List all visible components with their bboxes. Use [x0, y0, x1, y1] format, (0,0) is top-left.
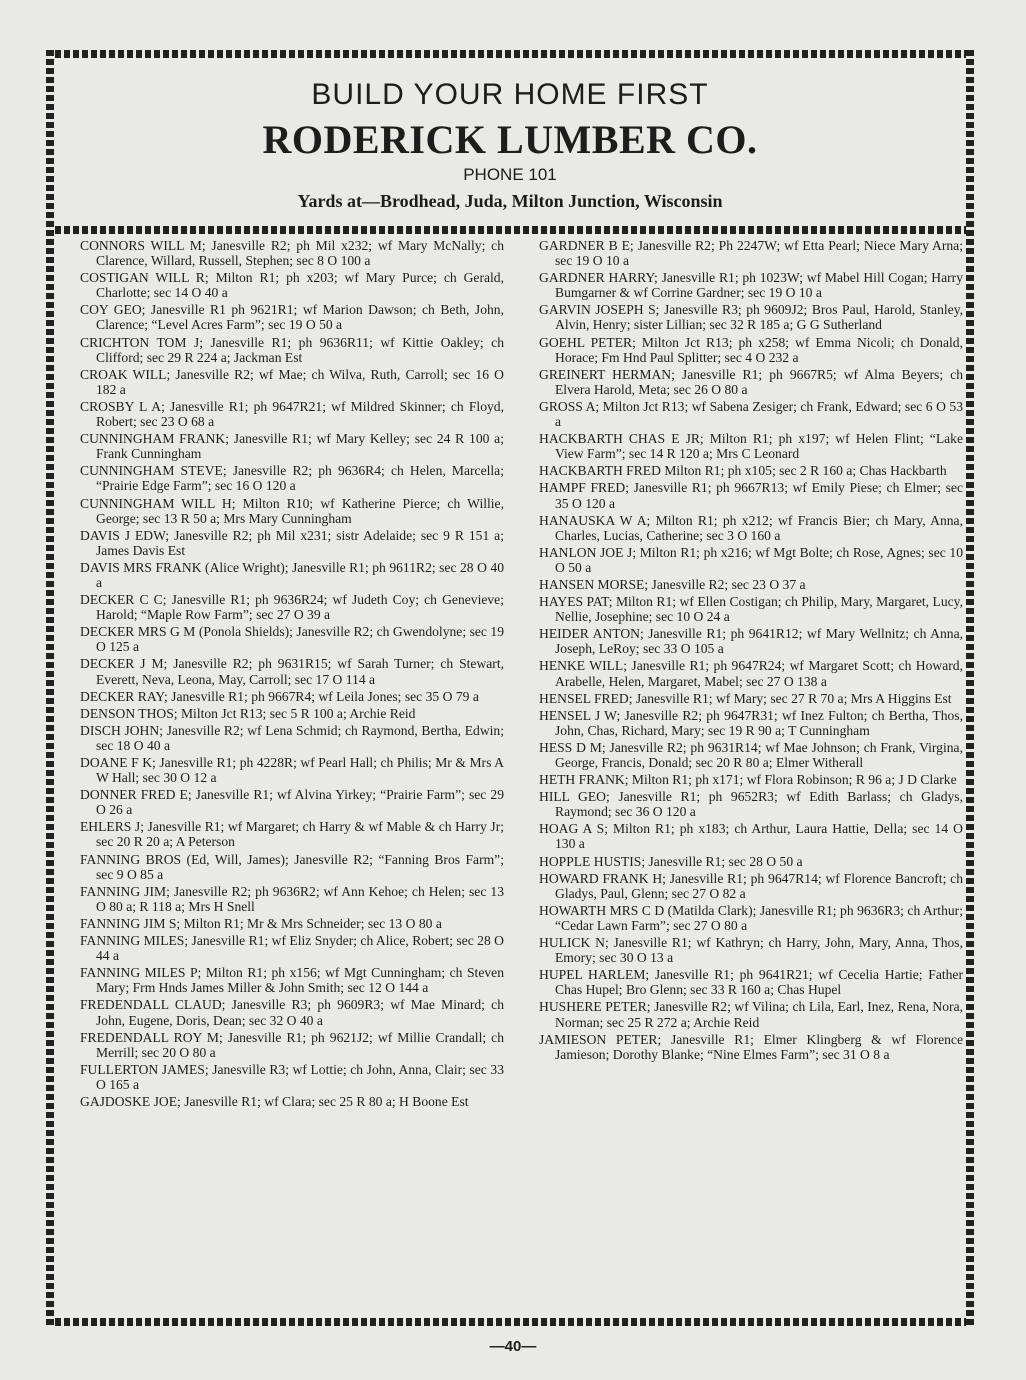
directory-entry: HUSHERE PETER; Janesville R2; wf Vilina; ch Lila, Earl, Inez, Rena, Nora, Norman; sec 25 R 272 a; Archie Reid — [539, 999, 963, 1030]
directory-entry: FANNING JIM; Janesville R2; ph 9636R2; wf Ann Kehoe; ch Helen; sec 13 O 80 a; R 118 a; Mrs H Snell — [80, 883, 504, 914]
directory-entry: CUNNINGHAM STEVE; Janesville R2; ph 9636R4; ch Helen, Marcella; “Prairie Edge Farm”; sec 16 O 120 a — [80, 463, 504, 494]
directory-entry: DISCH JOHN; Janesville R2; wf Lena Schmid; ch Raymond, Bertha, Edwin; sec 18 O 40 a — [80, 722, 504, 753]
directory-entry: GREINERT HERMAN; Janesville R1; ph 9667R5; wf Alma Beyers; ch Elvera Harold, Meta; sec 26 O 80 a — [539, 366, 963, 397]
directory-entry: HACKBARTH CHAS E JR; Milton R1; ph x197; wf Helen Flint; “Lake View Farm”; sec 14 R 120 a; Mrs C Leonard — [539, 431, 963, 462]
directory-entry: HULICK N; Janesville R1; wf Kathryn; ch Harry, John, Mary, Anna, Thos, Emory; sec 30 O 13 a — [539, 935, 963, 966]
directory-entry: DAVIS MRS FRANK (Alice Wright); Janesville R1; ph 9611R2; sec 28 O 40 a — [80, 559, 504, 590]
directory-entry: HENKE WILL; Janesville R1; ph 9647R24; wf Margaret Scott; ch Howard, Arabelle, Helen, Margaret, Mabel; sec 27 O 138 a — [539, 658, 963, 689]
ad-yards: Yards at—Brodhead, Juda, Milton Junction, Wisconsin — [297, 191, 723, 211]
directory-entry: HENSEL J W; Janesville R2; ph 9647R31; wf Inez Fulton; ch Bertha, Thos, John, Chas, Richard, Mary; sec 19 R 90 a; T Cunningham — [539, 707, 963, 738]
border-right — [966, 50, 974, 1326]
directory-entry: EHLERS J; Janesville R1; wf Margaret; ch Harry & wf Mable & ch Harry Jr; sec 20 R 20 a; A Peterson — [80, 819, 504, 850]
directory-entry: GOEHL PETER; Milton Jct R13; ph x258; wf Emma Nicoli; ch Donald, Horace; Fm Hnd Paul Splitter; sec 4 O 232 a — [539, 334, 963, 365]
directory-entry: FANNING BROS (Ed, Will, James); Janesville R2; “Fanning Bros Farm”; sec 9 O 85 a — [80, 851, 504, 882]
directory-entry: CROAK WILL; Janesville R2; wf Mae; ch Wilva, Ruth, Carroll; sec 16 O 182 a — [80, 366, 504, 397]
directory-entry: FULLERTON JAMES; Janesville R3; wf Lottie; ch John, Anna, Clair; sec 33 O 165 a — [80, 1061, 504, 1092]
directory-entry: DECKER J M; Janesville R2; ph 9631R15; wf Sarah Turner; ch Stewart, Everett, Neva, Leona, May, Carroll; sec 17 O 114 a — [80, 656, 504, 687]
directory-entry: HAMPF FRED; Janesville R1; ph 9667R13; wf Emily Piese; ch Elmer; sec 35 O 120 a — [539, 480, 963, 511]
directory-entry: JAMIESON PETER; Janesville R1; Elmer Klingberg & wf Florence Jamieson; Dorothy Blanke; “Nine Elmes Farm”; sec 31 O 8 a — [539, 1031, 963, 1062]
directory-entry: HACKBARTH FRED Milton R1; ph x105; sec 2 R 160 a; Chas Hackbarth — [539, 463, 947, 479]
directory-entry: DOANE F K; Janesville R1; ph 4228R; wf Pearl Hall; ch Philis; Mr & Mrs A W Hall; sec 30 O 12 a — [80, 755, 504, 786]
page-number: —40— — [489, 1338, 537, 1355]
directory-entry: HETH FRANK; Milton R1; ph x171; wf Flora Robinson; R 96 a; J D Clarke — [539, 772, 957, 788]
right-column — [539, 238, 963, 1064]
directory-entry: GARDNER HARRY; Janesville R1; ph 1023W; wf Mabel Hill Cogan; Harry Bumgarner & wf Corrine Gardner; sec 19 O 10 a — [539, 270, 963, 301]
directory-entry: HEIDER ANTON; Janesville R1; ph 9641R12; wf Mary Wellnitz; ch Anna, Joseph, LeRoy; sec 33 O 105 a — [539, 626, 963, 657]
directory-entry: FANNING MILES; Janesville R1; wf Eliz Snyder; ch Alice, Robert; sec 28 O 44 a — [80, 933, 504, 964]
border-bottom — [46, 1318, 974, 1326]
directory-entry: HOWARTH MRS C D (Matilda Clark); Janesville R1; ph 9636R3; ch Arthur; “Cedar Lawn Farm”; sec 27 O 80 a — [539, 902, 963, 933]
directory-entry: DECKER MRS G M (Ponola Shields); Janesville R2; ch Gwendolyne; sec 19 O 125 a — [80, 624, 504, 655]
directory-entry: HAYES PAT; Milton R1; wf Ellen Costigan; ch Philip, Mary, Margaret, Lucy, Nellie, Josephine; sec 10 O 24 a — [539, 594, 963, 625]
directory-entry: HOWARD FRANK H; Janesville R1; ph 9647R14; wf Florence Bancroft; ch Gladys, Paul, Glenn; sec 27 O 82 a — [539, 870, 963, 901]
directory-entry: HOAG A S; Milton R1; ph x183; ch Arthur, Laura Hattie, Della; sec 14 O 130 a — [539, 821, 963, 852]
directory-entry: GARVIN JOSEPH S; Janesville R3; ph 9609J2; Bros Paul, Harold, Stanley, Alvin, Henry; sister Lillian; sec 32 R 185 a; G G Sutherland — [539, 302, 963, 333]
directory-entry: FANNING JIM S; Milton R1; Mr & Mrs Schneider; sec 13 O 80 a — [80, 915, 442, 931]
directory-entry: HANLON JOE J; Milton R1; ph x216; wf Mgt Bolte; ch Rose, Agnes; sec 10 O 50 a — [539, 544, 963, 575]
directory-entry: GAJDOSKE JOE; Janesville R1; wf Clara; sec 25 R 80 a; H Boone Est — [80, 1093, 469, 1109]
directory-columns — [80, 238, 963, 1318]
directory-entry: HOPPLE HUSTIS; Janesville R1; sec 28 O 50 a — [539, 853, 803, 869]
directory-entry: HANSEN MORSE; Janesville R2; sec 23 O 37 a — [539, 576, 806, 592]
ad-phone: PHONE 101 — [463, 165, 557, 184]
directory-entry: DENSON THOS; Milton Jct R13; sec 5 R 100 a; Archie Reid — [80, 705, 416, 721]
directory-entry: HESS D M; Janesville R2; ph 9631R14; wf Mae Johnson; ch Frank, Virgina, George, Francis, Donald; sec 20 R 80 a; Elmer Witherall — [539, 739, 963, 770]
ad-company-name: RODERICK LUMBER CO. — [262, 117, 758, 162]
directory-entry: COSTIGAN WILL R; Milton R1; ph x203; wf Mary Purce; ch Gerald, Charlotte; sec 14 O 40 a — [80, 270, 504, 301]
directory-entry: FANNING MILES P; Milton R1; ph x156; wf Mgt Cunningham; ch Steven Mary; Frm Hnds James Miller & John Smith; sec 12 O 144 a — [80, 965, 504, 996]
directory-entry: HILL GEO; Janesville R1; ph 9652R3; wf Edith Barlass; ch Gladys, Raymond; sec 36 O 120 a — [539, 789, 963, 820]
ad-slogan: BUILD YOUR HOME FIRST — [311, 78, 709, 111]
directory-entry: FREDENDALL ROY M; Janesville R1; ph 9621J2; wf Millie Crandall; ch Merrill; sec 20 O 80 a — [80, 1029, 504, 1060]
directory-entry: CUNNINGHAM FRANK; Janesville R1; wf Mary Kelley; sec 24 R 100 a; Frank Cunningham — [80, 431, 504, 462]
left-column — [80, 238, 504, 1111]
directory-entry: CUNNINGHAM WILL H; Milton R10; wf Katherine Pierce; ch Willie, George; sec 13 R 50 a; Mrs Mary Cunningham — [80, 495, 504, 526]
directory-entry: DECKER C C; Janesville R1; ph 9636R24; wf Judeth Coy; ch Genevieve; Harold; “Maple Row Farm”; sec 27 O 39 a — [80, 592, 504, 623]
directory-entry: DECKER RAY; Janesville R1; ph 9667R4; wf Leila Jones; sec 35 O 79 a — [80, 688, 479, 704]
directory-entry: COY GEO; Janesville R1 ph 9621R1; wf Marion Dawson; ch Beth, John, Clarence; “Level Acres Farm”; sec 19 O 50 a — [80, 302, 504, 333]
directory-entry: HENSEL FRED; Janesville R1; wf Mary; sec 27 R 70 a; Mrs A Higgins Est — [539, 690, 952, 706]
directory-entry: FREDENDALL CLAUD; Janesville R3; ph 9609R3; wf Mae Minard; ch John, Eugene, Doris, Dean; sec 32 O 40 a — [80, 997, 504, 1028]
directory-entry: DONNER FRED E; Janesville R1; wf Alvina Yirkey; “Prairie Farm”; sec 29 O 26 a — [80, 787, 504, 818]
advertisement-header — [60, 62, 960, 222]
directory-entry: HANAUSKA W A; Milton R1; ph x212; wf Francis Bier; ch Mary, Anna, Charles, Lucias, Catherine; sec 3 O 160 a — [539, 512, 963, 543]
directory-entry: DAVIS J EDW; Janesville R2; ph Mil x231; sistr Adelaide; sec 9 R 151 a; James Davis Est — [80, 527, 504, 558]
directory-entry: GARDNER B E; Janesville R2; Ph 2247W; wf Etta Pearl; Niece Mary Arna; sec 19 O 10 a — [539, 238, 963, 269]
border-header-divider — [46, 226, 974, 234]
directory-entry: CONNORS WILL M; Janesville R2; ph Mil x232; wf Mary McNally; ch Clarence, Willard, Russell, Stephen; sec 8 O 100 a — [80, 238, 504, 269]
border-top — [46, 50, 974, 58]
directory-entry: CRICHTON TOM J; Janesville R1; ph 9636R11; wf Kittie Oakley; ch Clifford; sec 29 R 224 a; Jackman Est — [80, 334, 504, 365]
directory-entry: CROSBY L A; Janesville R1; ph 9647R21; wf Mildred Skinner; ch Floyd, Robert; sec 23 O 68 a — [80, 398, 504, 430]
directory-entry: GROSS A; Milton Jct R13; wf Sabena Zesiger; ch Frank, Edward; sec 6 O 53 a — [539, 398, 963, 430]
directory-entry: HUPEL HARLEM; Janesville R1; ph 9641R21; wf Cecelia Hartie; Father Chas Hupel; Bro Glenn; sec 33 R 160 a; Chas Hupel — [539, 967, 963, 998]
border-left — [46, 50, 54, 1326]
